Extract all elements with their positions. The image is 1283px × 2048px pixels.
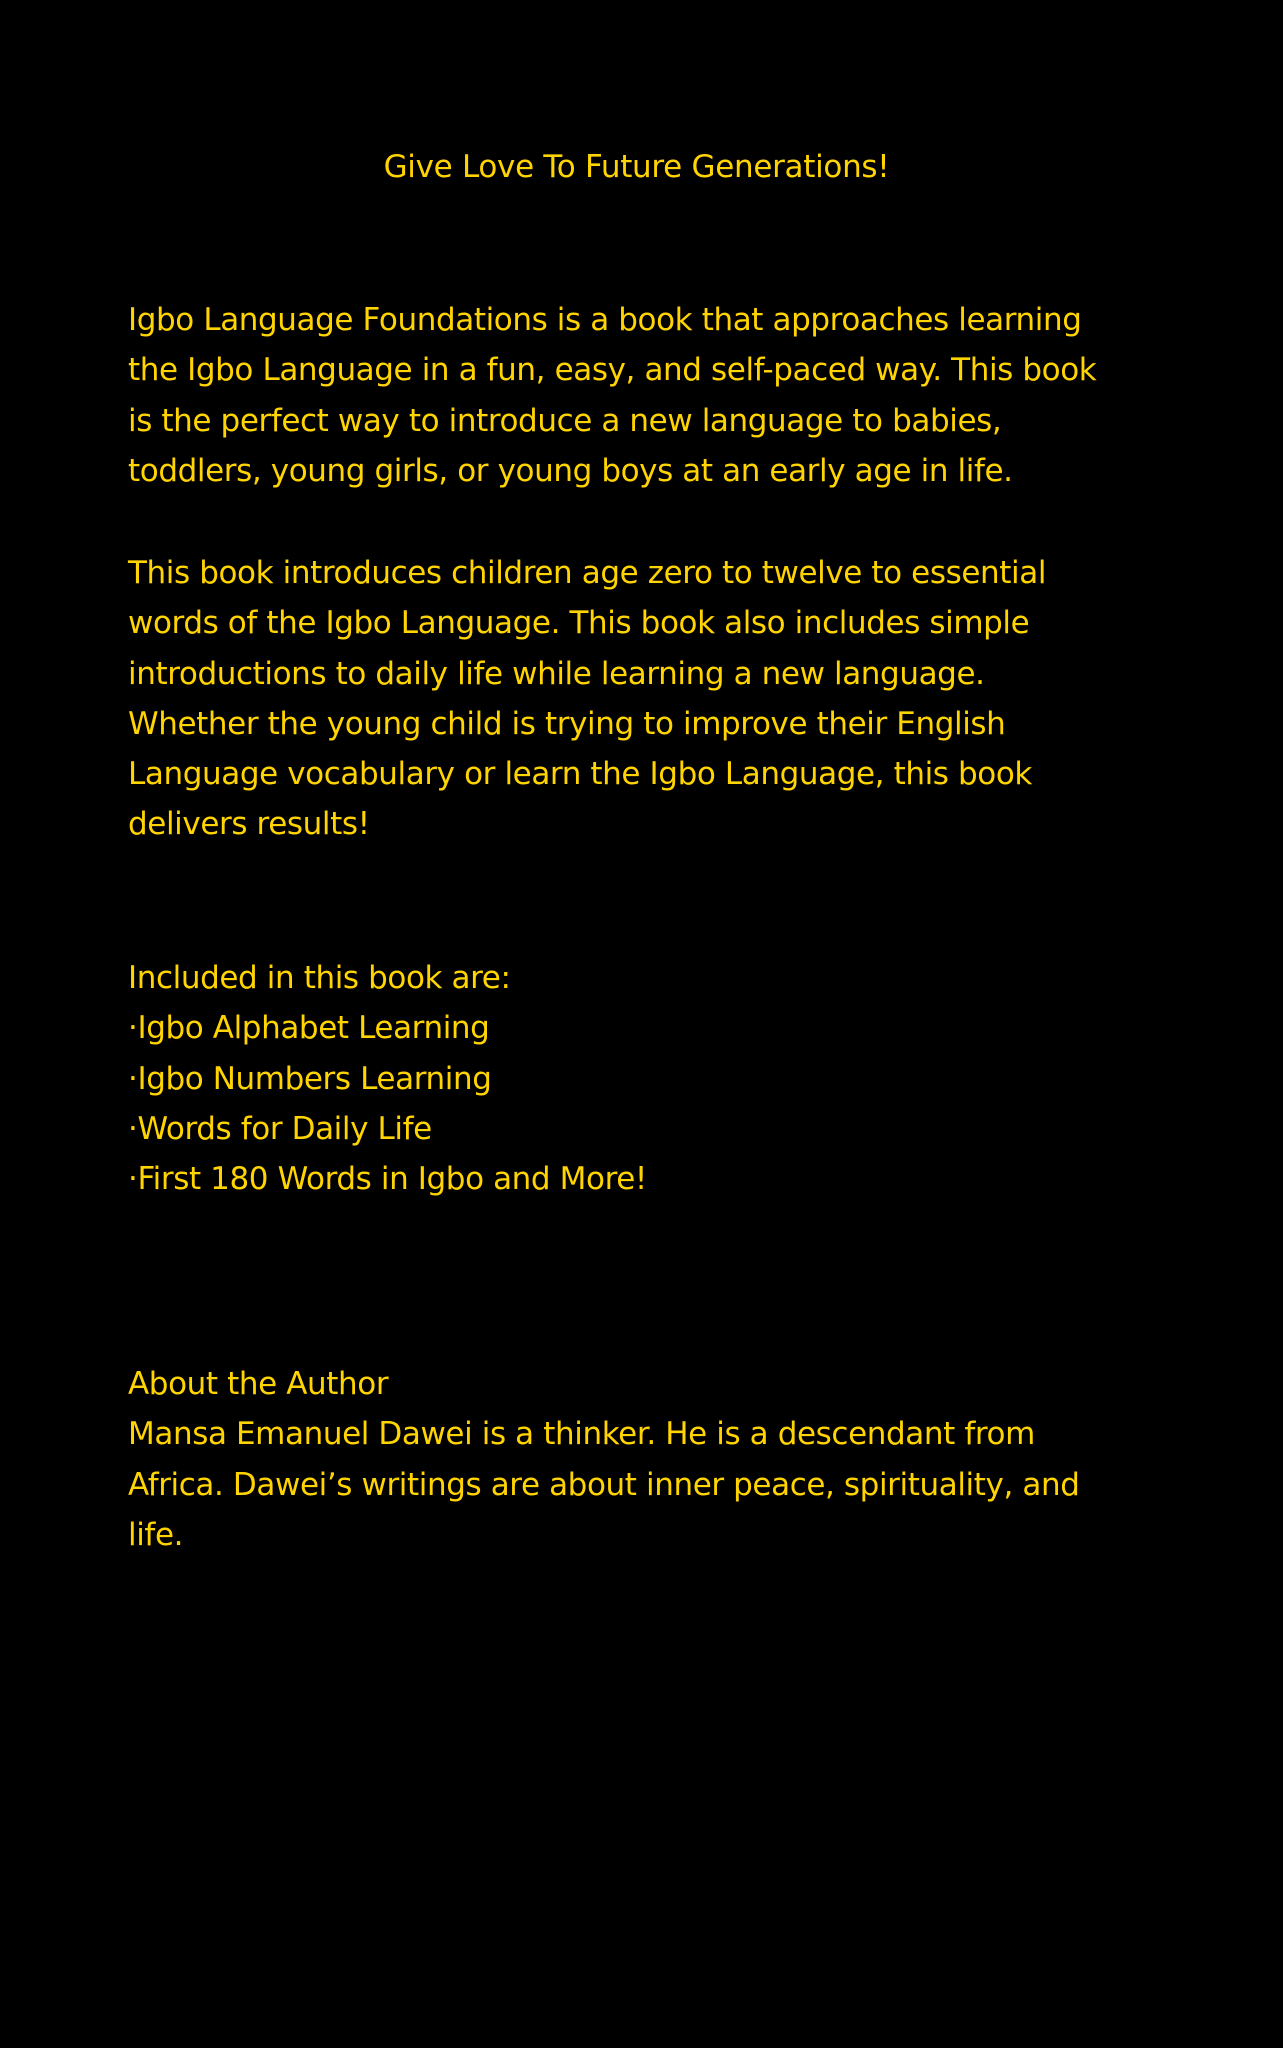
paragraph-line: is the perfect way to introduce a new language to babies, [128,402,1002,439]
paragraph-line: life. [128,1516,184,1553]
paragraph-line: Africa. Dawei’s writings are about inner peace, spirituality, and [128,1466,1080,1503]
list-item: ·Igbo Alphabet Learning [128,1010,490,1047]
paragraph-line: Mansa Emanuel Dawei is a thinker. He is a descendant from [128,1416,1035,1453]
paragraph-line: the Igbo Language in a fun, easy, and self-paced way. This book [128,352,1097,389]
paragraph-line: delivers results! [128,806,370,843]
list-item: ·Igbo Numbers Learning [128,1060,492,1097]
paragraph-line: This book introduces children age zero to twelve to essential [128,555,1047,591]
paragraph-line: Language vocabulary or learn the Igbo Language, this book [128,756,1032,793]
author-heading: About the Author [128,1366,389,1402]
paragraph-line: Igbo Language Foundations is a book that approaches learning [128,302,1082,338]
paragraph-line: toddlers, young girls, or young boys at an early age in life. [128,452,1013,489]
paragraph-line: words of the Igbo Language. This book also includes simple [128,605,1030,642]
paragraph-line: introductions to daily life while learning a new language. [128,655,985,692]
intro-paragraph [128,295,1168,496]
included-heading: Included in this book are: [128,960,511,996]
list-item: ·First 180 Words in Igbo and More! [128,1161,647,1198]
about-author-section [128,1359,1168,1560]
included-list [128,953,1168,1204]
list-item: ·Words for Daily Life [128,1110,432,1147]
page-title: Give Love To Future Generations! [383,149,890,185]
details-paragraph [128,548,1168,850]
paragraph-line: Whether the young child is trying to improve their English [128,705,1006,742]
